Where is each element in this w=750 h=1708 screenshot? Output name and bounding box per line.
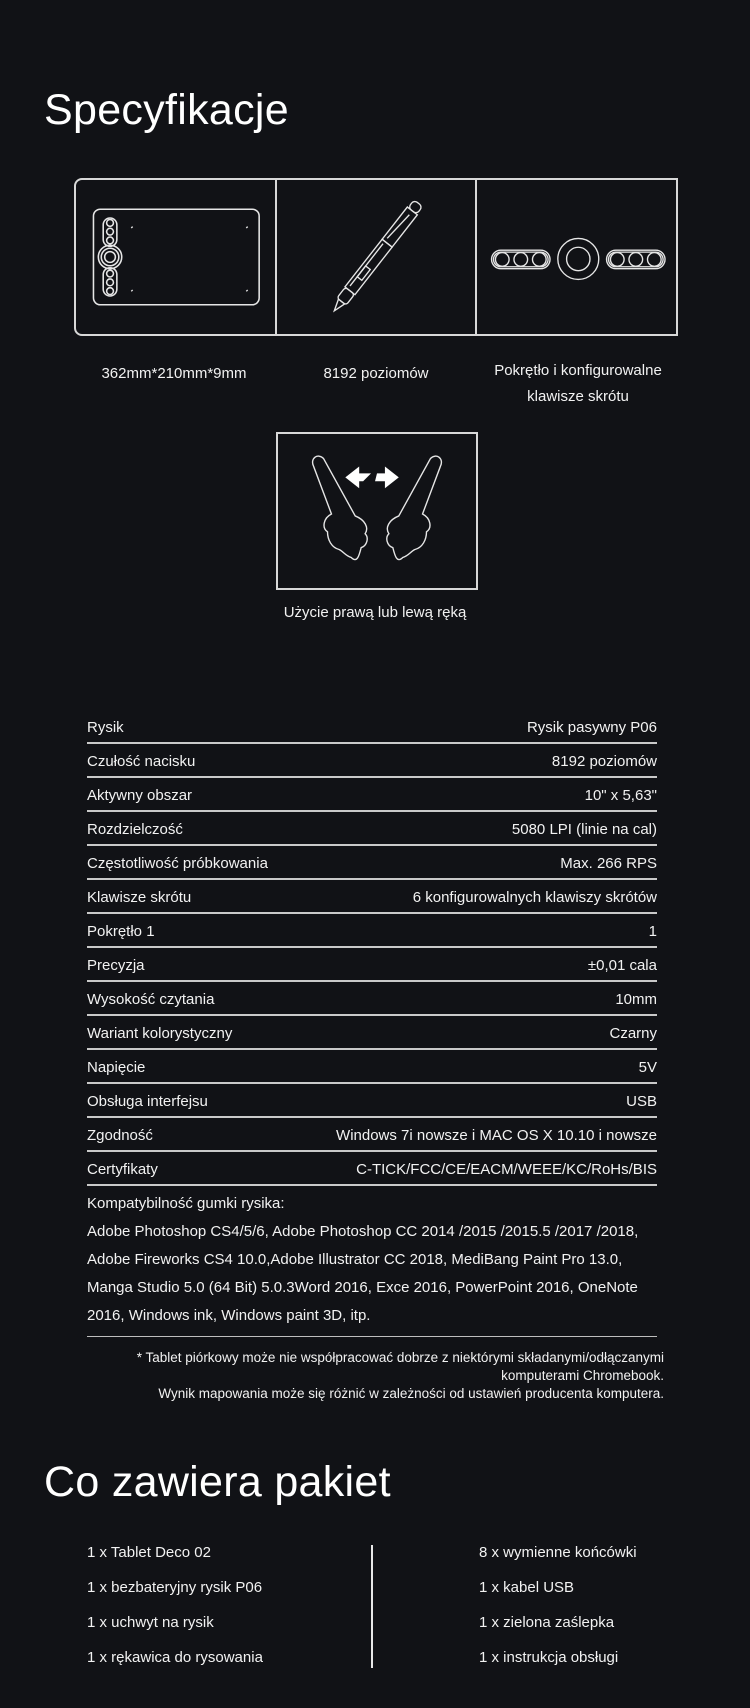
spec-label: Obsługa interfejsu	[87, 1092, 208, 1110]
spec-label: Aktywny obszar	[87, 786, 193, 804]
spec-label: Czułość nacisku	[87, 752, 196, 770]
caption-left-right-hand: Użycie prawą lub lewą ręką	[283, 604, 467, 621]
table-row	[87, 1084, 657, 1118]
list-item: 1 x Tablet Deco 02	[87, 1544, 211, 1561]
table-row	[87, 1152, 657, 1186]
spec-value: Max. 266 RPS	[560, 854, 657, 872]
spec-label: Zgodność	[87, 1126, 153, 1144]
spec-label: Klawisze skrótu	[87, 888, 192, 906]
divider	[87, 1336, 657, 1337]
caption-pressure-levels: 8192 poziomów	[323, 365, 429, 382]
spec-value: ±0,01 cala	[587, 956, 657, 974]
spec-value: 5V	[638, 1058, 657, 1076]
spec-label: Rysik	[87, 718, 124, 736]
footnote: * Tablet piórkowy może nie współpracować dobrze z niektórymi składanymi/odłączanymi komputerami Chromebook. Wynik mapowania może się różnić w zależności od ustawień producenta komputera.	[136, 1350, 664, 1401]
spec-label: Napięcie	[87, 1058, 146, 1076]
spec-value: Rysik pasywny P06	[526, 718, 657, 736]
column-divider	[371, 1545, 373, 1668]
caption-dial-keys: Pokrętło i konfigurowalne klawisze skrótu	[494, 362, 662, 405]
eraser-compatibility	[87, 1190, 657, 1330]
spec-label: Pokrętło 1	[87, 922, 155, 940]
spec-table	[87, 710, 657, 1186]
table-row	[87, 846, 657, 880]
table-row	[87, 812, 657, 846]
table-row	[87, 1016, 657, 1050]
list-item: 1 x bezbateryjny rysik P06	[87, 1579, 263, 1596]
dial-shortcut-keys-icon	[475, 180, 676, 334]
eraser-compat-heading: Kompatybilność gumki rysika:	[87, 1195, 285, 1212]
spec-label: Rozdzielczość	[87, 820, 183, 838]
tablet-icon	[76, 180, 275, 334]
spec-value: USB	[626, 1092, 657, 1110]
spec-value: 5080 LPI (linie na cal)	[511, 820, 657, 838]
table-row	[87, 914, 657, 948]
table-row	[87, 880, 657, 914]
caption-dimensions: 362mm*210mm*9mm	[101, 365, 247, 382]
specs-title: Specyfikacje	[44, 86, 289, 134]
spec-value: 10" x 5,63"	[584, 786, 657, 804]
eraser-compat-line: 2016, Windows ink, Windows paint 3D, itp.	[87, 1307, 371, 1324]
spec-value: 8192 poziomów	[551, 752, 657, 770]
spec-value: C-TICK/FCC/CE/EACM/WEEE/KC/RoHs/BIS	[356, 1160, 657, 1178]
eraser-compat-line: Adobe Photoshop CS4/5/6, Adobe Photoshop CC 2014 /2015 /2015.5 /2017 /2018,	[87, 1223, 639, 1240]
table-row	[87, 982, 657, 1016]
spec-label: Precyzja	[87, 956, 145, 974]
spec-label: Wysokość czytania	[87, 990, 215, 1008]
eraser-compat-line: Manga Studio 5.0 (64 Bit) 5.0.3Word 2016, Exce 2016, PowerPoint 2016, OneNote	[87, 1279, 638, 1296]
table-row	[87, 778, 657, 812]
spec-value: Windows 7i nowsze i MAC OS X 10.10 i nowsze	[336, 1126, 657, 1144]
list-item: 1 x instrukcja obsługi	[479, 1649, 619, 1666]
package-list-left	[87, 1542, 263, 1682]
table-row	[87, 1118, 657, 1152]
list-item: 1 x zielona zaślepka	[479, 1614, 615, 1631]
feature-icons-row	[74, 178, 678, 336]
table-row	[87, 710, 657, 744]
package-title: Co zawiera pakiet	[44, 1458, 391, 1506]
spec-label: Certyfikaty	[87, 1160, 158, 1178]
list-item: 1 x rękawica do rysowania	[87, 1649, 263, 1666]
left-right-hand-icon	[276, 432, 478, 590]
list-item: 8 x wymienne końcówki	[479, 1544, 637, 1561]
list-item: 1 x kabel USB	[479, 1579, 575, 1596]
list-item: 1 x uchwyt na rysik	[87, 1614, 214, 1631]
spec-value: 6 konfigurowalnych klawiszy skrótów	[412, 888, 657, 906]
table-row	[87, 1050, 657, 1084]
spec-label: Częstotliwość próbkowania	[87, 854, 268, 872]
package-list-right	[479, 1542, 637, 1682]
spec-value: Czarny	[609, 1024, 657, 1042]
pen-icon	[275, 180, 476, 334]
spec-label: Wariant kolorystyczny	[87, 1024, 233, 1042]
table-row	[87, 948, 657, 982]
eraser-compat-line: Adobe Fireworks CS4 10.0,Adobe Illustrator CC 2018, MediBang Paint Pro 13.0,	[87, 1251, 623, 1268]
spec-value: 1	[648, 922, 657, 940]
spec-value: 10mm	[615, 990, 657, 1008]
table-row	[87, 744, 657, 778]
